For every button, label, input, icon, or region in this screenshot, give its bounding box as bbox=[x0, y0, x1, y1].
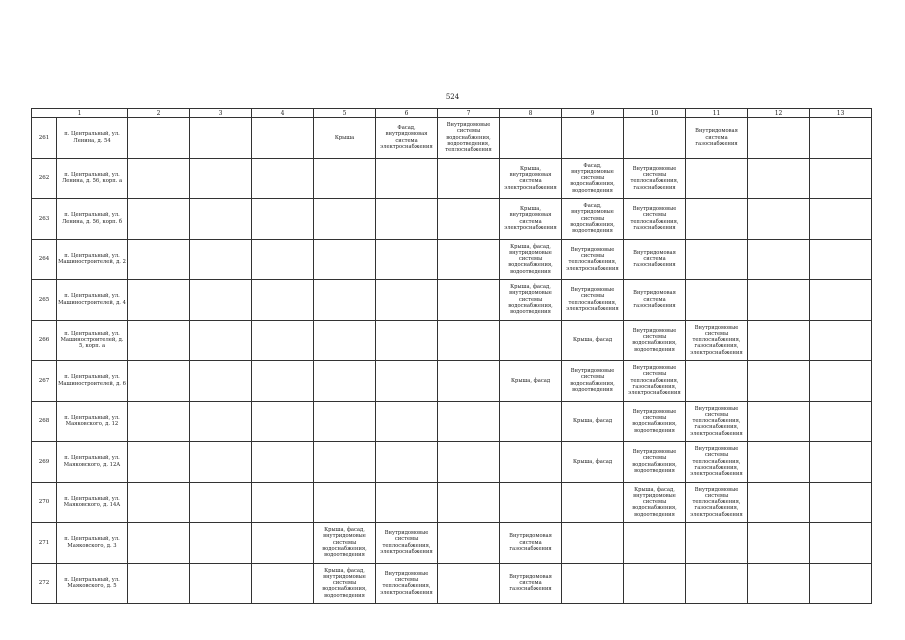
table-cell bbox=[438, 320, 500, 361]
column-header: 5 bbox=[314, 109, 376, 118]
table-cell bbox=[128, 158, 190, 199]
table-cell bbox=[810, 118, 872, 159]
table-cell bbox=[438, 280, 500, 321]
table-cell bbox=[438, 563, 500, 604]
table-cell bbox=[500, 482, 562, 523]
table-cell bbox=[314, 401, 376, 442]
row-number-cell: 265 bbox=[32, 280, 57, 321]
table-cell bbox=[438, 401, 500, 442]
table-cell bbox=[748, 482, 810, 523]
table-cell bbox=[438, 361, 500, 402]
column-header: 9 bbox=[562, 109, 624, 118]
table-cell bbox=[252, 482, 314, 523]
table-cell bbox=[376, 158, 438, 199]
table-cell bbox=[252, 361, 314, 402]
row-number-cell: 270 bbox=[32, 482, 57, 523]
table-cell: Внутридомовая система газоснабжения bbox=[624, 280, 686, 321]
header-row bbox=[32, 109, 872, 118]
table-cell bbox=[562, 563, 624, 604]
row-number-cell: 264 bbox=[32, 239, 57, 280]
table-cell: Фасад, внутридомовая система электроснабжения bbox=[376, 118, 438, 159]
column-header: 6 bbox=[376, 109, 438, 118]
table-cell bbox=[748, 563, 810, 604]
address-cell: п. Центральный, ул. Маяковского, д. 12А bbox=[57, 442, 128, 483]
table-cell bbox=[190, 280, 252, 321]
table-cell bbox=[686, 563, 748, 604]
table-cell: Внутридомовые системы теплоснабжения, газоснабжения, электроснабжения bbox=[686, 442, 748, 483]
table-cell bbox=[252, 523, 314, 564]
table-cell bbox=[748, 158, 810, 199]
table-cell: Крыша, фасад bbox=[562, 401, 624, 442]
table-cell bbox=[128, 482, 190, 523]
page-number: 524 bbox=[445, 93, 460, 101]
table-cell bbox=[438, 482, 500, 523]
table-cell bbox=[810, 158, 872, 199]
table-cell bbox=[686, 361, 748, 402]
table-cell: Внутридомовые системы теплоснабжения, электроснабжения bbox=[376, 563, 438, 604]
table-cell bbox=[438, 442, 500, 483]
table-cell: Внутридомовые системы водоснабжения, водоотведения bbox=[562, 361, 624, 402]
table-cell bbox=[190, 118, 252, 159]
address-cell: п. Центральный, ул. Ленина, д. 56, корп. б bbox=[57, 199, 128, 240]
address-cell: п. Центральный, ул. Маяковского, д. 12 bbox=[57, 401, 128, 442]
table-cell bbox=[748, 361, 810, 402]
table-cell: Внутридомовая система газоснабжения bbox=[686, 118, 748, 159]
table-cell: Внутридомовые системы теплоснабжения, газоснабжения, электроснабжения bbox=[686, 482, 748, 523]
row-number-cell: 261 bbox=[32, 118, 57, 159]
table-cell bbox=[190, 361, 252, 402]
table-cell bbox=[686, 280, 748, 321]
row-number-cell: 263 bbox=[32, 199, 57, 240]
table-cell: Внутридомовые системы водоснабжения, водоотведения bbox=[624, 401, 686, 442]
table-cell bbox=[314, 158, 376, 199]
table-cell: Внутридомовая система газоснабжения bbox=[500, 523, 562, 564]
column-header: 1 bbox=[32, 109, 128, 118]
table-cell: Внутридомовые системы теплоснабжения, электроснабжения bbox=[376, 523, 438, 564]
table-cell: Крыша, фасад bbox=[562, 442, 624, 483]
row-number-cell: 267 bbox=[32, 361, 57, 402]
table-cell bbox=[376, 442, 438, 483]
row-number-cell: 272 bbox=[32, 563, 57, 604]
table-cell: Крыша, фасад, внутридомовые системы водоснабжения, водоотведения bbox=[624, 482, 686, 523]
table-cell bbox=[810, 280, 872, 321]
column-header: 12 bbox=[748, 109, 810, 118]
table-cell bbox=[562, 118, 624, 159]
table-cell: Внутридомовые системы теплоснабжения, электроснабжения bbox=[562, 239, 624, 280]
table-cell bbox=[190, 320, 252, 361]
table-cell bbox=[748, 320, 810, 361]
table-cell bbox=[686, 158, 748, 199]
column-header: 7 bbox=[438, 109, 500, 118]
address-cell: п. Центральный, ул. Машиностроителей, д. 6 bbox=[57, 361, 128, 402]
table-cell bbox=[128, 199, 190, 240]
table-cell bbox=[376, 361, 438, 402]
table-cell bbox=[810, 482, 872, 523]
table-cell: Внутридомовые системы теплоснабжения, газоснабжения, электроснабжения bbox=[624, 361, 686, 402]
table-cell bbox=[810, 442, 872, 483]
table-cell bbox=[686, 523, 748, 564]
table-cell bbox=[314, 320, 376, 361]
table-cell bbox=[748, 401, 810, 442]
table-cell bbox=[748, 239, 810, 280]
table-cell bbox=[810, 401, 872, 442]
table-cell bbox=[252, 118, 314, 159]
table-cell bbox=[252, 401, 314, 442]
table-cell bbox=[438, 199, 500, 240]
table-cell: Фасад, внутридомовые системы водоснабжения, водоотведения bbox=[562, 199, 624, 240]
address-cell: п. Центральный, ул. Ленина, д. 56, корп. а bbox=[57, 158, 128, 199]
table-cell bbox=[376, 239, 438, 280]
table-cell bbox=[252, 199, 314, 240]
table-cell bbox=[624, 523, 686, 564]
table-cell bbox=[748, 442, 810, 483]
column-header: 10 bbox=[624, 109, 686, 118]
table-cell bbox=[128, 361, 190, 402]
table-row bbox=[32, 563, 872, 604]
table-cell bbox=[376, 482, 438, 523]
table-cell bbox=[190, 563, 252, 604]
table-cell bbox=[314, 361, 376, 402]
table-cell bbox=[314, 239, 376, 280]
table-row bbox=[32, 158, 872, 199]
table-cell bbox=[562, 482, 624, 523]
table-row bbox=[32, 442, 872, 483]
table-cell bbox=[252, 442, 314, 483]
table-cell bbox=[500, 320, 562, 361]
table-row bbox=[32, 401, 872, 442]
table-cell bbox=[376, 199, 438, 240]
table-cell bbox=[810, 199, 872, 240]
repair-schedule-table bbox=[31, 108, 872, 604]
table-cell: Крыша, фасад, внутридомовые системы водоснабжения, водоотведения bbox=[314, 563, 376, 604]
table-cell bbox=[252, 239, 314, 280]
table-cell bbox=[438, 523, 500, 564]
table-cell bbox=[128, 442, 190, 483]
table-cell bbox=[128, 563, 190, 604]
table-cell bbox=[190, 401, 252, 442]
table-cell bbox=[128, 239, 190, 280]
table-cell bbox=[500, 118, 562, 159]
table-cell bbox=[500, 401, 562, 442]
table-cell bbox=[810, 361, 872, 402]
column-header: 2 bbox=[128, 109, 190, 118]
table-cell: Крыша, фасад, внутридомовые системы водоснабжения, водоотведения bbox=[500, 239, 562, 280]
table-cell: Крыша, фасад, внутридомовые системы водоснабжения, водоотведения bbox=[314, 523, 376, 564]
table-cell: Крыша, фасад bbox=[500, 361, 562, 402]
table-cell: Внутридомовые системы теплоснабжения, газоснабжения bbox=[624, 158, 686, 199]
address-cell: п. Центральный, ул. Маяковского, д. 14А bbox=[57, 482, 128, 523]
table-cell bbox=[438, 239, 500, 280]
table-cell bbox=[500, 442, 562, 483]
row-number-cell: 262 bbox=[32, 158, 57, 199]
table-cell: Крыша, фасад, внутридомовые системы водоснабжения, водоотведения bbox=[500, 280, 562, 321]
table-cell bbox=[190, 239, 252, 280]
table-cell: Внутридомовые системы водоснабжения, водоотведения bbox=[624, 320, 686, 361]
table-row bbox=[32, 361, 872, 402]
table-cell bbox=[252, 320, 314, 361]
table-cell bbox=[190, 442, 252, 483]
table-cell bbox=[810, 523, 872, 564]
table-row bbox=[32, 523, 872, 564]
table-cell: Внутридомовые системы водоснабжения, водоотведения, теплоснабжения bbox=[438, 118, 500, 159]
table-cell: Крыша, внутридомовая система электроснабжения bbox=[500, 158, 562, 199]
table-cell bbox=[314, 199, 376, 240]
table-cell bbox=[810, 239, 872, 280]
table-cell bbox=[748, 118, 810, 159]
table-cell bbox=[190, 199, 252, 240]
row-number-cell: 266 bbox=[32, 320, 57, 361]
table-cell bbox=[252, 563, 314, 604]
table-cell: Крыша, внутридомовая система электроснабжения bbox=[500, 199, 562, 240]
table-cell bbox=[748, 199, 810, 240]
table-cell: Крыша, фасад bbox=[562, 320, 624, 361]
table-row bbox=[32, 118, 872, 159]
address-cell: п. Центральный, ул. Машиностроителей, д. 2 bbox=[57, 239, 128, 280]
address-cell: п. Центральный, ул. Маяковского, д. 5 bbox=[57, 563, 128, 604]
table-cell bbox=[686, 199, 748, 240]
table-cell bbox=[128, 280, 190, 321]
table-cell bbox=[748, 523, 810, 564]
row-number-cell: 271 bbox=[32, 523, 57, 564]
table-cell: Внутридомовые системы теплоснабжения, газоснабжения bbox=[624, 199, 686, 240]
table-cell: Фасад, внутридомовые системы водоснабжения, водоотведения bbox=[562, 158, 624, 199]
table-cell bbox=[190, 482, 252, 523]
table-row bbox=[32, 482, 872, 523]
table-cell bbox=[624, 563, 686, 604]
table-cell bbox=[314, 442, 376, 483]
table-cell bbox=[624, 118, 686, 159]
table-cell bbox=[128, 320, 190, 361]
column-header: 8 bbox=[500, 109, 562, 118]
table-row bbox=[32, 280, 872, 321]
table-cell bbox=[314, 280, 376, 321]
table-cell bbox=[314, 482, 376, 523]
column-header: 3 bbox=[190, 109, 252, 118]
table-cell bbox=[128, 401, 190, 442]
table-cell bbox=[252, 280, 314, 321]
address-cell: п. Центральный, ул. Маяковского, д. 3 bbox=[57, 523, 128, 564]
table-cell bbox=[810, 320, 872, 361]
table-cell bbox=[376, 280, 438, 321]
table-row bbox=[32, 239, 872, 280]
column-header: 4 bbox=[252, 109, 314, 118]
table-body bbox=[32, 118, 872, 604]
table-cell: Внутридомовые системы водоснабжения, водоотведения bbox=[624, 442, 686, 483]
table-cell: Внутридомовая система газоснабжения bbox=[624, 239, 686, 280]
address-cell: п. Центральный, ул. Машиностроителей, д. 4 bbox=[57, 280, 128, 321]
table-cell: Внутридомовая система газоснабжения bbox=[500, 563, 562, 604]
row-number-cell: 269 bbox=[32, 442, 57, 483]
table-cell bbox=[438, 158, 500, 199]
table-cell bbox=[376, 320, 438, 361]
table-cell bbox=[748, 280, 810, 321]
table-cell: Внутридомовые системы теплоснабжения, электроснабжения bbox=[562, 280, 624, 321]
table-cell: Внутридомовые системы теплоснабжения, газоснабжения, электроснабжения bbox=[686, 401, 748, 442]
table-cell bbox=[128, 118, 190, 159]
table-cell: Крыша bbox=[314, 118, 376, 159]
table-row bbox=[32, 199, 872, 240]
table-cell: Внутридомовые системы теплоснабжения, газоснабжения, электроснабжения bbox=[686, 320, 748, 361]
column-header: 13 bbox=[810, 109, 872, 118]
table-cell bbox=[810, 563, 872, 604]
table-cell bbox=[562, 523, 624, 564]
table-cell bbox=[252, 158, 314, 199]
table-cell bbox=[376, 401, 438, 442]
address-cell: п. Центральный, ул. Ленина, д. 54 bbox=[57, 118, 128, 159]
table-row bbox=[32, 320, 872, 361]
column-header: 11 bbox=[686, 109, 748, 118]
address-cell: п. Центральный, ул. Машиностроителей, д. 5, корп. а bbox=[57, 320, 128, 361]
row-number-cell: 268 bbox=[32, 401, 57, 442]
table-cell bbox=[190, 523, 252, 564]
table-cell bbox=[190, 158, 252, 199]
table-cell bbox=[128, 523, 190, 564]
table-cell bbox=[686, 239, 748, 280]
